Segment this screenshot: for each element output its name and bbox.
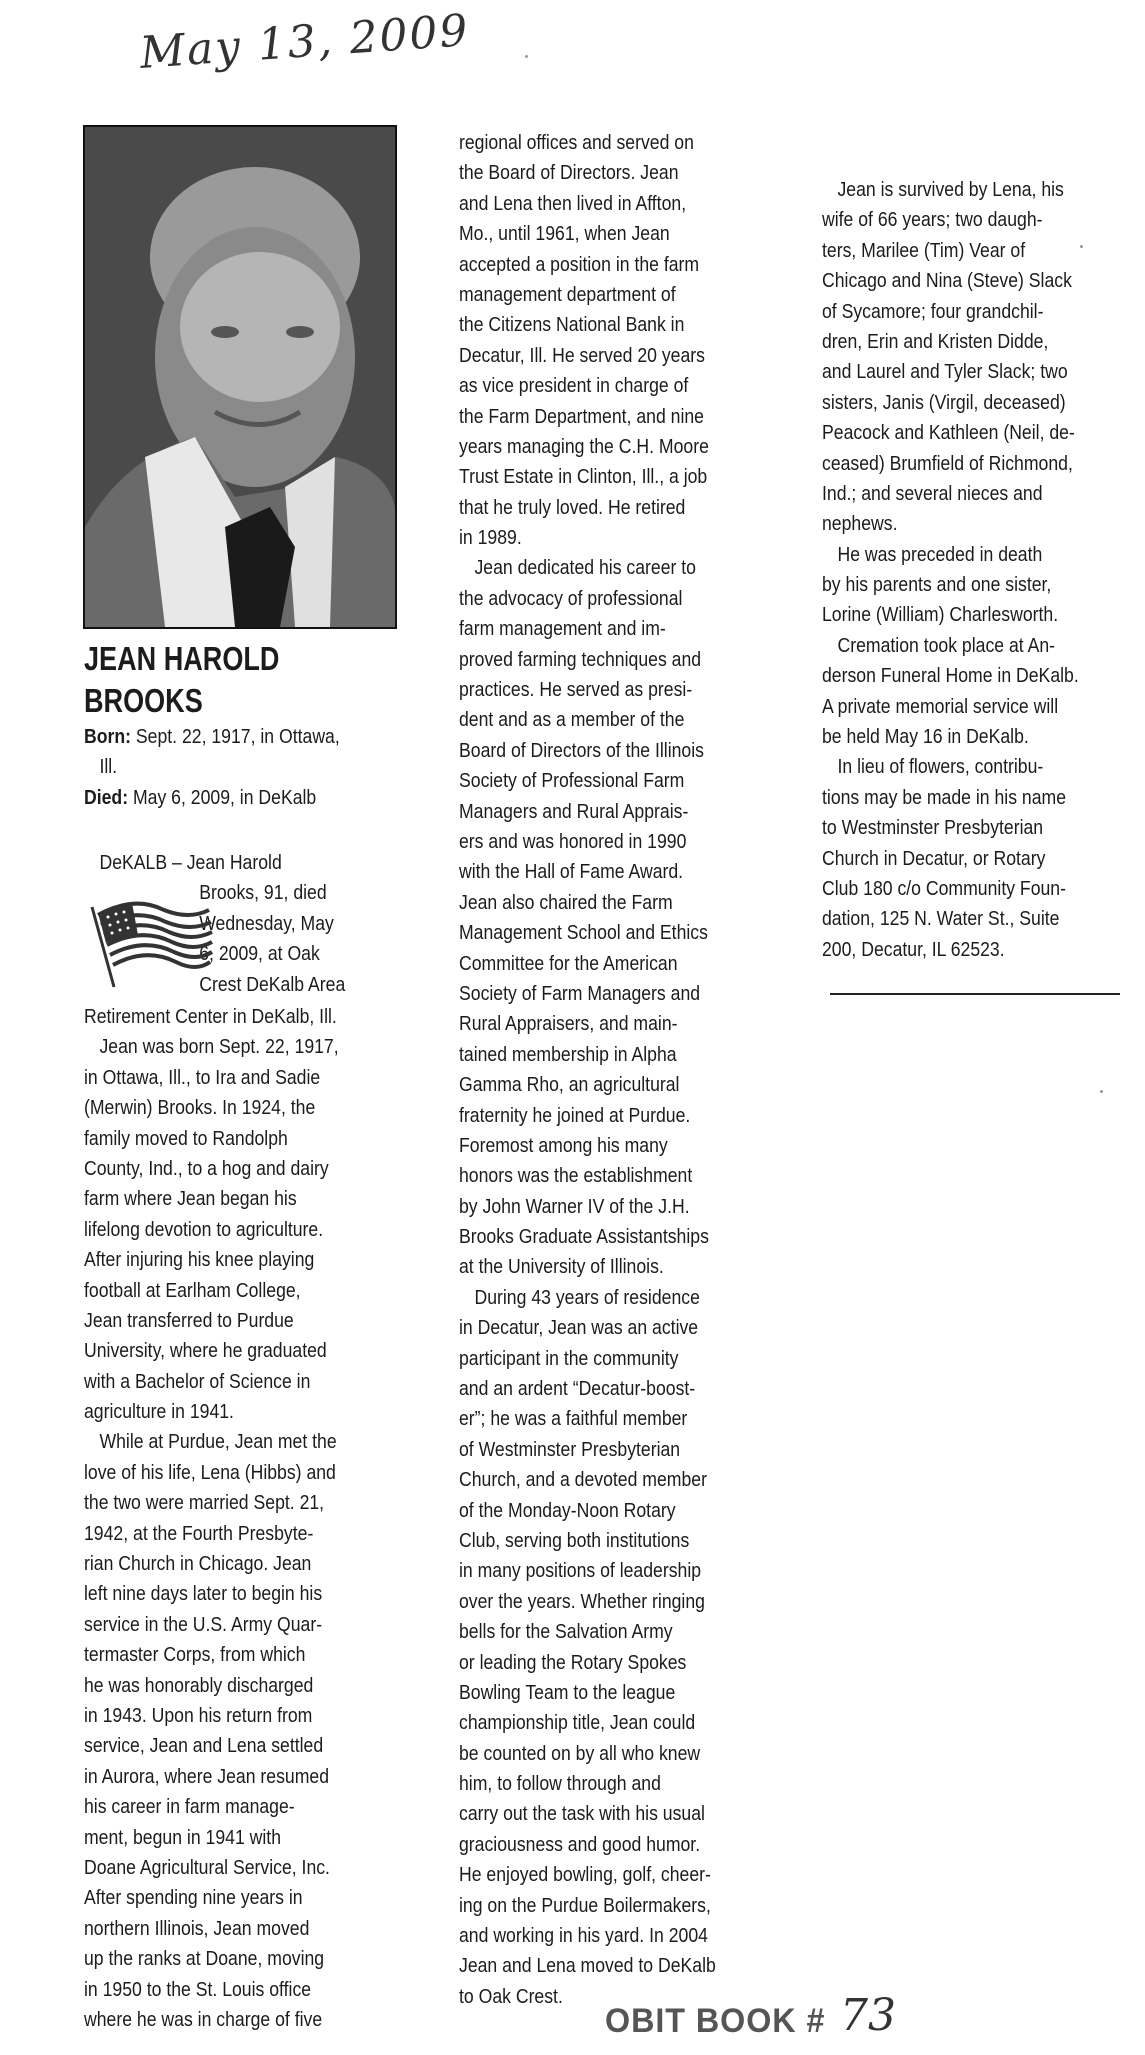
text-line: Board of Directors of the Illinois <box>459 738 704 762</box>
died-line <box>84 783 359 813</box>
text-line: Peacock and Kathleen (Neil, de- <box>822 421 1075 445</box>
speck <box>525 55 528 58</box>
text-line: derson Funeral Home in DeKalb. <box>822 664 1079 688</box>
text-line: After spending nine years in <box>84 1886 303 1910</box>
text-line: dation, 125 N. Water St., Suite <box>822 907 1060 931</box>
text-line: the advocacy of professional <box>459 586 683 610</box>
text-line: Gamma Rho, an agricultural <box>459 1073 680 1097</box>
text-line: he was honorably discharged <box>84 1673 314 1697</box>
vital-facts <box>84 722 404 813</box>
text-line: termaster Corps, from which <box>84 1643 306 1667</box>
text-line: of Westminster Presbyterian <box>459 1437 681 1461</box>
text-line: dren, Erin and Kristen Didde, <box>822 329 1049 353</box>
text-line: Retirement Center in DeKalb, Ill. <box>84 1005 337 1028</box>
text-line: Chicago and Nina (Steve) Slack <box>822 269 1072 293</box>
lead-line: Wednesday, May <box>199 911 334 935</box>
speck <box>1100 1090 1103 1093</box>
text-line: University, where he graduated <box>84 1339 327 1363</box>
handwritten-date: May 13, 2009 <box>138 5 472 79</box>
text-line: that he truly loved. He retired <box>459 495 686 519</box>
text-line: and Laurel and Tyler Slack; two <box>822 360 1068 384</box>
text-line: rian Church in Chicago. Jean <box>84 1552 312 1576</box>
text-line: farm management and im- <box>459 617 666 641</box>
born-line <box>84 722 359 752</box>
column-1-body <box>84 1002 404 2035</box>
text-line: A private memorial service will <box>822 694 1059 718</box>
obit-book-stamp: OBIT BOOK # <box>605 2002 826 2040</box>
text-line: be counted on by all who knew <box>459 1741 701 1765</box>
text-line: Church in Decatur, or Rotary <box>822 846 1046 870</box>
text-line: Church, and a devoted member <box>459 1468 707 1492</box>
text-line: Doane Agricultural Service, Inc. <box>84 1855 330 1879</box>
text-line: and an ardent “Decatur-boost- <box>459 1377 696 1401</box>
text-line: While at Purdue, Jean met the <box>99 1430 337 1454</box>
text-line: in 1989. <box>459 526 522 550</box>
born-line-2: Ill. <box>99 755 118 779</box>
text-line: ing on the Purdue Boilermakers, <box>459 1893 711 1917</box>
text-line: Foremost among his many <box>459 1133 668 1157</box>
text-line: as vice president in charge of <box>459 374 689 398</box>
text-line: Jean dedicated his career to <box>474 556 696 580</box>
text-line: the two were married Sept. 21, <box>84 1491 325 1515</box>
text-line: participant in the community <box>459 1346 679 1370</box>
text-line: family moved to Randolph <box>84 1126 288 1150</box>
text-line: Management School and Ethics <box>459 921 708 945</box>
text-line: be held May 16 in DeKalb. <box>822 725 1029 749</box>
text-line: Trust Estate in Clinton, Ill., a job <box>459 465 708 489</box>
text-line: where he was in charge of five <box>84 2007 323 2031</box>
text-line: lifelong devotion to agriculture. <box>84 1217 324 1241</box>
text-line: honors was the establishment <box>459 1164 693 1188</box>
lead-line: 6, 2009, at Oak <box>199 942 320 966</box>
text-line: County, Ind., to a hog and dairy <box>84 1156 329 1180</box>
text-line: left nine days later to begin his <box>84 1582 323 1606</box>
end-rule <box>830 993 1120 995</box>
text-line: by John Warner IV of the J.H. <box>459 1194 690 1218</box>
text-line: service, Jean and Lena settled <box>84 1734 324 1758</box>
text-line: ers and was honored in 1990 <box>459 829 687 853</box>
text-line: Jean was born Sept. 22, 1917, <box>99 1035 339 1059</box>
text-line: Brooks Graduate Assistantships <box>459 1225 709 1249</box>
text-line: with a Bachelor of Science in <box>84 1369 311 1393</box>
text-line: over the years. Whether ringing <box>459 1589 705 1613</box>
text-line: regional offices and served on <box>459 131 694 154</box>
text-line: In lieu of flowers, contribu- <box>837 755 1044 779</box>
text-line: Society of Farm Managers and <box>459 981 701 1005</box>
text-line: Rural Appraisers, and main- <box>459 1012 678 1036</box>
text-line: proved farming techniques and <box>459 647 702 671</box>
text-line: nephews. <box>822 512 898 536</box>
text-line: years managing the C.H. Moore <box>459 434 709 458</box>
text-line: accepted a position in the farm <box>459 252 700 276</box>
text-line: football at Earlham College, <box>84 1278 301 1302</box>
died-value: May 6, 2009, in DeKalb <box>128 785 317 809</box>
text-line: practices. He served as presi- <box>459 678 693 702</box>
text-line: Society of Professional Farm <box>459 769 685 793</box>
text-line: fraternity he joined at Purdue. <box>459 1103 691 1127</box>
text-line: to Oak Crest. <box>459 1984 563 2008</box>
text-line: ceased) Brumfield of Richmond, <box>822 451 1073 475</box>
text-line: and Lena then lived in Affton, <box>459 191 687 215</box>
born-label: Born: <box>84 725 132 748</box>
lead-line: Brooks, 91, died <box>199 881 327 905</box>
text-line: Bowling Team to the league <box>459 1680 676 1704</box>
obit-book-number: 73 <box>840 1990 896 2041</box>
text-line: in many positions of leadership <box>459 1559 702 1583</box>
text-line: (Merwin) Brooks. In 1924, the <box>84 1096 316 1120</box>
text-line: of Sycamore; four grandchil- <box>822 299 1044 323</box>
text-line: He was preceded in death <box>837 542 1043 566</box>
text-line: graciousness and good humor. <box>459 1832 701 1856</box>
text-line: up the ranks at Doane, moving <box>84 1947 325 1971</box>
text-line: Jean transferred to Purdue <box>84 1308 294 1332</box>
text-line: He enjoyed bowling, golf, cheer- <box>459 1863 711 1887</box>
text-line: Club, serving both institutions <box>459 1528 690 1552</box>
text-line: carry out the task with his usual <box>459 1802 705 1826</box>
text-line: in 1950 to the St. Louis office <box>84 1977 312 2001</box>
text-line: the Citizens National Bank in <box>459 313 685 337</box>
portrait-photo <box>83 125 397 629</box>
text-line: Cremation took place at An- <box>837 633 1056 657</box>
text-line: at the University of Illinois. <box>459 1255 664 1279</box>
text-line: During 43 years of residence <box>474 1285 700 1309</box>
text-line: Managers and Rural Apprais- <box>459 799 689 823</box>
portrait-illustration <box>85 127 395 627</box>
text-line: sisters, Janis (Virgil, deceased) <box>822 390 1066 414</box>
text-line: bells for the Salvation Army <box>459 1620 673 1644</box>
text-line: northern Illinois, Jean moved <box>84 1916 310 1940</box>
text-line: agriculture in 1941. <box>84 1400 234 1424</box>
text-line: championship title, Jean could <box>459 1711 696 1735</box>
name-line-2: BROOKS <box>84 682 203 719</box>
lead-line: DeKALB – Jean Harold <box>99 851 282 874</box>
text-line: wife of 66 years; two daugh- <box>822 208 1043 232</box>
text-line: Jean and Lena moved to DeKalb <box>459 1954 716 1978</box>
obituary-name-heading <box>84 638 279 722</box>
american-flag-icon <box>84 895 214 990</box>
died-label: Died: <box>84 785 129 809</box>
text-line: tained membership in Alpha <box>459 1042 677 1066</box>
text-line: farm where Jean began his <box>84 1187 297 1211</box>
text-line: and working in his yard. In 2004 <box>459 1924 708 1948</box>
column-2-body <box>459 128 784 2012</box>
text-line: Lorine (William) Charlesworth. <box>822 603 1059 627</box>
text-line: in Ottawa, Ill., to Ira and Sadie <box>84 1065 321 1089</box>
text-line: tions may be made in his name <box>822 785 1067 809</box>
lead-line: Crest DeKalb Area <box>199 972 346 996</box>
text-line: management department of <box>459 282 676 306</box>
text-line: ment, begun in 1941 with <box>84 1825 282 1849</box>
speck <box>1080 245 1083 248</box>
text-line: er”; he was a faithful member <box>459 1407 688 1431</box>
text-line: with the Hall of Fame Award. <box>459 860 684 884</box>
text-line: by his parents and one sister, <box>822 573 1052 597</box>
text-line: love of his life, Lena (Hibbs) and <box>84 1460 336 1484</box>
text-line: Committee for the American <box>459 951 678 975</box>
text-line: Jean also chaired the Farm <box>459 890 673 914</box>
text-line: Decatur, Ill. He served 20 years <box>459 343 705 367</box>
name-line-1: JEAN HAROLD <box>84 640 280 677</box>
text-line: Mo., until 1961, when Jean <box>459 222 670 246</box>
text-line: in Aurora, where Jean resumed <box>84 1764 330 1788</box>
text-line: to Westminster Presbyterian <box>822 816 1044 840</box>
text-line: Club 180 c/o Community Foun- <box>822 876 1066 900</box>
text-line: the Farm Department, and nine <box>459 404 704 428</box>
text-line: of the Monday-Noon Rotary <box>459 1498 676 1522</box>
column-3-body <box>822 175 1134 965</box>
text-line: dent and as a member of the <box>459 708 685 732</box>
text-line: 1942, at the Fourth Presbyte- <box>84 1521 314 1545</box>
born-value: Sept. 22, 1917, in Ottawa, <box>131 725 340 748</box>
text-line: him, to follow through and <box>459 1772 661 1796</box>
text-line: the Board of Directors. Jean <box>459 161 679 185</box>
text-line: Jean is survived by Lena, his <box>837 178 1064 201</box>
text-line: in Decatur, Jean was an active <box>459 1316 699 1340</box>
text-line: or leading the Rotary Spokes <box>459 1650 687 1674</box>
text-line: After injuring his knee playing <box>84 1248 315 1272</box>
text-line: Ind.; and several nieces and <box>822 481 1043 505</box>
text-line: service in the U.S. Army Quar- <box>84 1612 323 1636</box>
text-line: in 1943. Upon his return from <box>84 1703 313 1727</box>
text-line: 200, Decatur, IL 62523. <box>822 937 1005 961</box>
text-line: his career in farm manage- <box>84 1795 295 1819</box>
text-line: ters, Marilee (Tim) Vear of <box>822 238 1026 262</box>
